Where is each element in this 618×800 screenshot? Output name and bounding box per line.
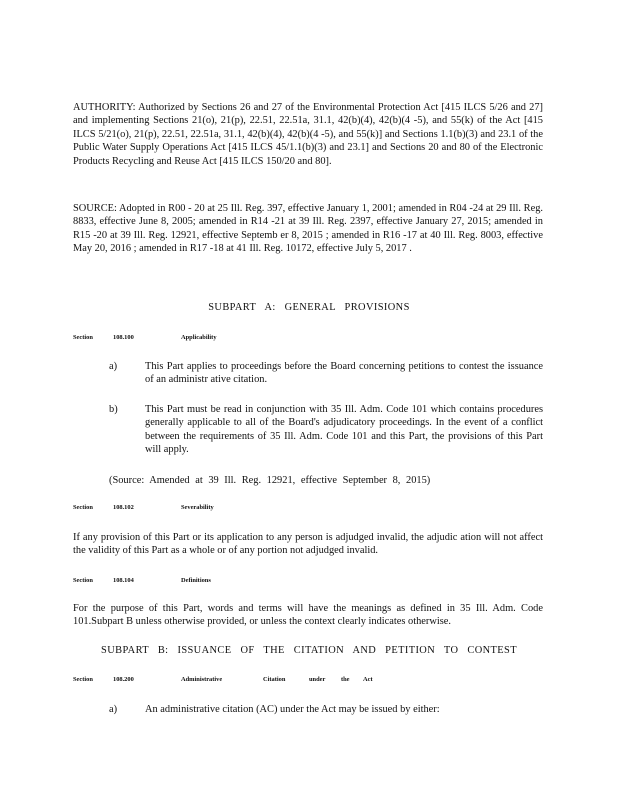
section-number: 108.102 xyxy=(113,504,134,511)
source-note: (Source: Amended at 39 Ill. Reg. 12921, effective September 8, 2015) xyxy=(109,475,431,486)
section-label: Section xyxy=(73,504,93,511)
item-label: b) xyxy=(109,404,118,415)
authority-paragraph: AUTHORITY: Authorized by Sections 26 and 27 of the Environmental Protection Act [415 ILCS 5/26 and 27] and implementing Sections 21(o), 21(p), 22.51, 22.51a, 31.1, 42(b)(4), 42(b)(4 -5), and 55(k) of the Act [415 ILCS 5/21(o), 21(p), 22.51, 22.51a, 31.1, 42(b)(4), 42(b)(4 -5), and 55(k)] and Sections 1.1(b)(3) and 23.1 of the Public Water Supply Operations Act [415 ILCS 45/1.1(b)(3) and 23.1] and Sections 20 and 80 of the Electronic Products Recycling and Reuse Act [415 ILCS 150/20 and 80]. xyxy=(73,102,543,167)
section-label: Section xyxy=(73,676,93,683)
item-text: This Part applies to proceedings before the Board concerning petitions to contest the issuance of an administr ative citation. xyxy=(145,361,543,386)
source-paragraph: SOURCE: Adopted in R00 - 20 at 25 Ill. Reg. 397, effective January 1, 2001; amended in R04 -24 at 29 Ill. Reg. 8833, effective June 8, 2005; amended in R14 -21 at 39 Ill. Reg. 2397, effective January 27, 2015; amended in R15 -20 at 39 Ill. Reg. 12921, effective Septemb er 8, 2015 ; amended in R16 -17 at 40 Ill. Reg. 8003, effective May 20, 2016 ; amended in R17 -18 at 41 Ill. Reg. 10172, effective July 5, 2017 . xyxy=(73,203,543,255)
section-label: Section xyxy=(73,334,93,341)
section-number: 108.100 xyxy=(113,334,134,341)
item-label: a) xyxy=(109,361,118,372)
section-title-word: Administrative xyxy=(181,676,223,683)
severability-paragraph: If any provision of this Part or its application to any person is adjudged invalid, the adjudic ation will not affect the validity of this Part as a whole or of any portion not adjudged invalid. xyxy=(73,532,543,557)
subpart-a-heading: SUBPART A: GENERAL PROVISIONS xyxy=(208,302,410,313)
section-title: Applicability xyxy=(181,334,217,341)
section-title-word: the xyxy=(341,676,350,683)
definitions-paragraph: For the purpose of this Part, words and terms will have the meanings as defined in 35 Ill. Adm. Code 101.Subpart B unless otherwise provided, or unless the context clearly indicates otherwise. xyxy=(73,603,543,628)
section-label: Section xyxy=(73,577,93,584)
section-title: Severability xyxy=(181,504,214,511)
section-title-word: Citation xyxy=(263,676,286,683)
item-text: An administrative citation (AC) under the Act may be issued by either: xyxy=(145,704,440,715)
section-number: 108.200 xyxy=(113,676,134,683)
subpart-b-heading: SUBPART B: ISSUANCE OF THE CITATION AND PETITION TO CONTEST xyxy=(101,645,517,656)
section-number: 108.104 xyxy=(113,577,134,584)
section-title: Definitions xyxy=(181,577,211,584)
section-title-word: under xyxy=(309,676,326,683)
item-label: a) xyxy=(109,704,118,715)
section-title-word: Act xyxy=(363,676,373,683)
item-text: This Part must be read in conjunction with 35 Ill. Adm. Code 101 which contains procedures generally applicable to all of the Board's adjudicatory proceedings. In the event of a conflict between the requirements of 35 Ill. Adm. Code 101 and this Part, the provisions of this Part will apply. xyxy=(145,404,543,456)
